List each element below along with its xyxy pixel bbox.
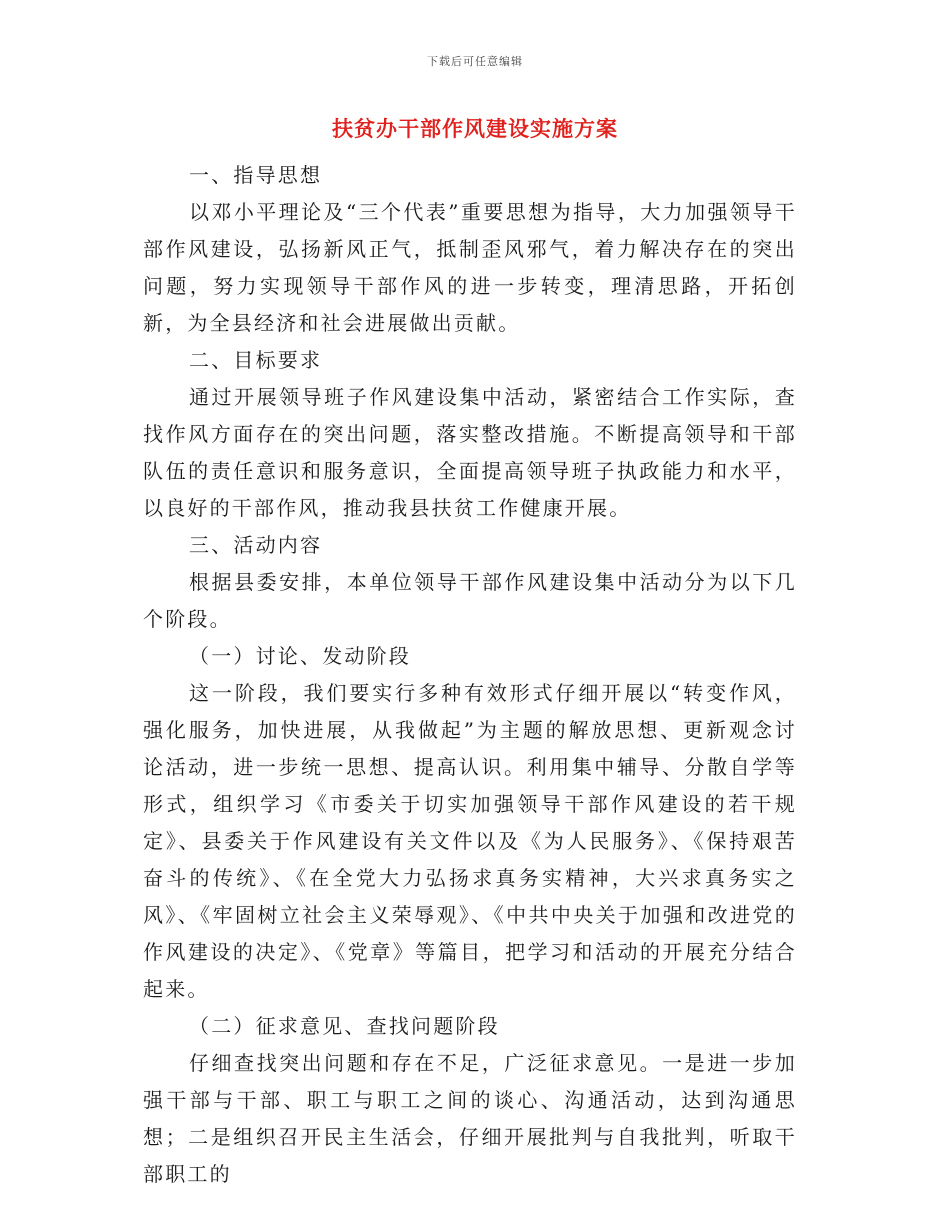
paragraph-activities: 根据县委安排，本单位领导干部作风建设集中活动分为以下几个阶段。 [143,570,797,631]
header-note: 下载后可任意编辑 [427,55,523,68]
document-body [143,157,797,1193]
document-title: 扶贫办干部作风建设实施方案 [332,116,618,141]
paragraph-discussion: 这一阶段，我们要实行多种有效形式仔细开展以“转变作风，强化服务，加快进展，从我做起”为主题的解放思想、更新观念讨论活动，进一步统一思想、提高认识。利用集中辅导、分散自学等形式，组织学习《市委关于切实加强领导干部作风建设的若干规定》、县委关于作风建设有关文件以及《为人民服务》、《保持艰苦奋斗的传统》、《在全党大力弘扬求真务实精神，大兴求真务实之风》、《牢固树立社会主义荣辱观》、《中共中央关于加强和改进党的作风建设的决定》、《党章》等篇目，把学习和活动的开展充分结合起来。 [143,681,797,1001]
subsection-heading-feedback: （二）征求意见、查找问题阶段 [189,1014,500,1038]
section-heading-activities: 三、活动内容 [189,533,323,557]
subsection-heading-discussion: （一）讨论、发动阶段 [189,644,411,668]
paragraph-goals: 通过开展领导班子作风建设集中活动，紧密结合工作实际，查找作风方面存在的突出问题，落实整改措施。不断提高领导和干部队伍的责任意识和服务意识，全面提高领导班子执政能力和水平，以良好的干部作风，推动我县扶贫工作健康开展。 [143,385,797,520]
section-heading-goals: 二、目标要求 [189,348,323,372]
paragraph-guiding-thought: 以邓小平理论及“三个代表”重要思想为指导，大力加强领导干部作风建设，弘扬新风正气，抵制歪风邪气，着力解决存在的突出问题，努力实现领导干部作风的进一步转变，理清思路，开拓创新，为全县经济和社会进展做出贡献。 [143,200,797,335]
section-heading-guiding-thought: 一、指导思想 [189,163,323,187]
paragraph-feedback: 仔细查找突出问题和存在不足，广泛征求意见。一是进一步加强干部与干部、职工与职工之间的谈心、沟通活动，达到沟通思想；二是组织召开民主生活会，仔细开展批判与自我批判，听取干部职工的 [143,1051,797,1186]
